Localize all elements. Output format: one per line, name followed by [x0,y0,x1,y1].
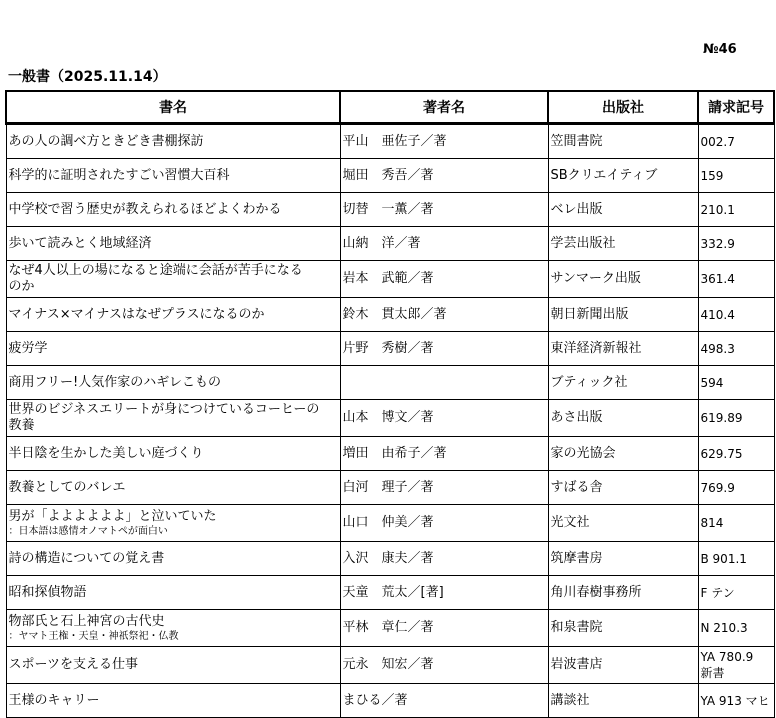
call-number: 629.75 [700,446,743,461]
author-cell: 平山 亜佐子／著 [340,124,548,159]
table-row [6,332,774,366]
page-title: 一般書（2025.11.14） [8,69,167,85]
call-number-cell [698,227,774,261]
call-number-cell [698,124,774,159]
publisher-cell: あさ出版 [548,400,698,437]
call-number: 498.3 [700,341,735,356]
book-title: マイナス×マイナスはなぜプラスになるのか [8,306,265,322]
call-number-cell [698,610,774,647]
author-cell: 元永 知宏／著 [340,647,548,684]
book-subtitle: ：日本語は感情オノマトペが面白い [8,525,168,537]
author-cell: まひる／著 [340,684,548,718]
call-number: 594 [700,375,724,390]
author-cell: 入沢 康夫／著 [340,542,548,576]
book-title-cell [6,227,340,261]
table-row [6,261,774,298]
table-row [6,366,774,400]
call-number-cell [698,332,774,366]
book-title: 昭和探偵物語 [8,584,87,600]
table-row [6,610,774,647]
book-title-cell [6,684,340,718]
call-number: 002.7 [700,134,735,149]
book-title: 詩の構造についての覚え書 [8,550,165,566]
book-title: あの人の調べ方ときどき書棚探訪 [8,133,204,149]
author-cell: 堀田 秀吾／著 [340,159,548,193]
table-row [6,576,774,610]
book-title: 教養としてのバレエ [8,479,126,495]
publisher-cell: SBクリエイティブ [548,159,698,193]
table-row [6,124,774,159]
author-cell: 増田 由希子／著 [340,437,548,471]
call-number-cell [698,400,774,437]
author-cell: 平林 章仁／著 [340,610,548,647]
book-title-cell [6,610,340,647]
book-title: 商用フリー!人気作家のハギレこもの [8,374,222,390]
header-row [6,91,774,124]
publisher-cell: 角川春樹事務所 [548,576,698,610]
author-cell: 山本 博文／著 [340,400,548,437]
call-number-cell [698,576,774,610]
column-header-publisher: 出版社 [548,91,698,124]
publisher-cell: 東洋経済新報社 [548,332,698,366]
book-title-cell [6,437,340,471]
call-number: 769.9 [700,480,735,495]
book-title-cell [6,505,340,542]
call-number-cell [698,159,774,193]
author-cell: 切替 一薫／著 [340,193,548,227]
book-title: 世界のビジネスエリートが身につけているコーヒーの [8,402,320,417]
call-number-cell [698,505,774,542]
call-number-cell [698,261,774,298]
book-title-cell [6,298,340,332]
book-subtitle: 教養 [8,418,35,433]
call-number: N 210.3 [700,621,748,635]
publisher-cell: サンマーク出版 [548,261,698,298]
book-title-cell [6,542,340,576]
publisher-cell: 光文社 [548,505,698,542]
call-number-cell [698,437,774,471]
publisher-cell: すばる舎 [548,471,698,505]
book-title-cell [6,400,340,437]
publisher-cell: 学芸出版社 [548,227,698,261]
call-number-cell [698,298,774,332]
book-subtitle: ：ヤマト王権・天皇・神祇祭祀・仏教 [8,630,179,642]
author-cell: 白河 理子／著 [340,471,548,505]
book-title-cell [6,193,340,227]
call-number: 361.4 [700,272,735,286]
call-number-cell [698,684,774,718]
column-header-call-number: 請求記号 [698,91,774,124]
table-row [6,505,774,542]
table-row [6,227,774,261]
book-title-cell [6,261,340,298]
call-number: 814 [700,516,724,530]
table-row [6,647,774,684]
book-title-cell [6,576,340,610]
author-cell [340,366,548,400]
book-title: 中学校で習う歴史が教えられるほどよくわかる [8,201,282,217]
column-header-author: 著者名 [340,91,548,124]
table-row [6,437,774,471]
call-number-cell [698,542,774,576]
call-number: B 901.1 [700,551,747,566]
book-subtitle: のか [8,279,35,294]
call-number: YA 913 マヒ [700,693,770,708]
book-title-cell [6,647,340,684]
book-title-cell [6,159,340,193]
author-cell: 山口 仲美／著 [340,505,548,542]
book-title-cell [6,124,340,159]
author-cell: 山納 洋／著 [340,227,548,261]
book-title-cell [6,471,340,505]
author-cell: 天童 荒太／[著] [340,576,548,610]
call-number-cell [698,366,774,400]
book-title: 王様のキャリー [8,692,100,708]
call-number: 619.89 [700,411,743,425]
publisher-cell: 岩波書店 [548,647,698,684]
publisher-cell: 朝日新聞出版 [548,298,698,332]
publisher-cell: 筑摩書房 [548,542,698,576]
book-title: スポーツを支える仕事 [8,657,138,672]
table-row [6,298,774,332]
book-title: 歩いて読みとく地域経済 [8,235,152,251]
call-number-cell [698,471,774,505]
book-title: 男が「よよよよよよ」と泣いていた [8,508,217,524]
call-number: F テン [700,585,735,600]
call-number: 159 [700,168,724,183]
column-header-title: 書名 [6,91,340,124]
call-number: 332.9 [700,236,735,251]
author-cell: 鈴木 貫太郎／著 [340,298,548,332]
author-cell: 片野 秀樹／著 [340,332,548,366]
book-title: 科学的に証明されたすごい習慣大百科 [8,167,230,183]
book-title-cell [6,332,340,366]
call-number: 210.1 [700,202,735,217]
table-row [6,400,774,437]
book-title-cell [6,366,340,400]
publisher-cell: 笠間書院 [548,124,698,159]
table-row [6,193,774,227]
author-cell: 岩本 武範／著 [340,261,548,298]
book-title: 疲労学 [8,340,48,356]
call-number-cell [698,193,774,227]
book-title: 半日陰を生かした美しい庭づくり [8,445,204,461]
call-number-cell [698,647,774,684]
publisher-cell: ベレ出版 [548,193,698,227]
table-row [6,542,774,576]
table-row [6,684,774,718]
publisher-cell: 家の光協会 [548,437,698,471]
publisher-cell: 和泉書院 [548,610,698,647]
book-list-table [5,90,775,718]
call-number: YA 780.9 [700,650,754,664]
publisher-cell: ブティック社 [548,366,698,400]
table-row [6,471,774,505]
call-number: 410.4 [700,307,735,322]
book-title: 物部氏と石上神宮の古代史 [8,613,165,629]
book-title: なぜ4人以上の場になると途端に会話が苦手になる [8,263,303,278]
call-number-line2: 新書 [700,666,725,680]
list-number: №46 [703,42,737,57]
table-row [6,159,774,193]
publisher-cell: 講談社 [548,684,698,718]
